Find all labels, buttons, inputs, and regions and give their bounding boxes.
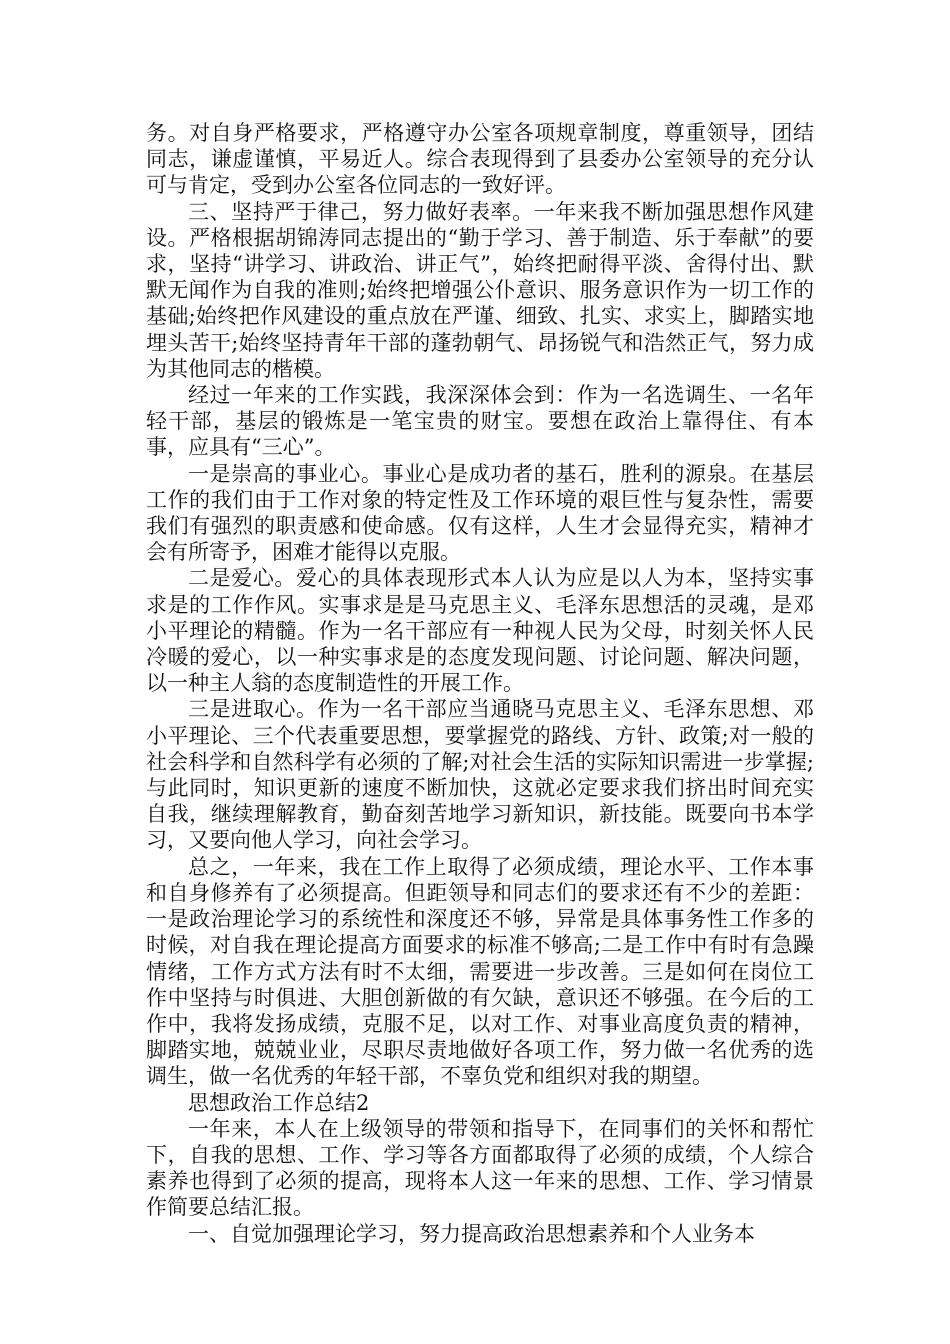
paragraph-continued: 务。对自身严格要求，严格遵守办公室各项规章制度，尊重领导，团结同志，谦虚谨慎，平易近人。综合表现得到了县委办公室领导的充分认可与肯定，受到办公室各位同志的一致好评。 <box>146 121 814 198</box>
document-body <box>146 120 814 1247</box>
paragraph-self-discipline: 三、坚持严于律己，努力做好表率。一年来我不断加强思想作风建设。严格根据胡锦涛同志提出的“勤于学习、善于制造、乐于奉献”的要求，坚持“讲学习、讲政治、讲正气”，始终把耐得平淡、舍得付出、默默无闻作为自我的准则;始终把增强公仆意识、服务意识作为一切工作的基础;始终把作风建设的重点放在严谨、细致、扎实、求实上，脚踏实地埋头苦干;始终坚持青年干部的蓬勃朝气、昂扬锐气和浩然正气，努力成为其他同志的楷模。 <box>146 199 814 381</box>
paragraph-progress-heart: 三是进取心。作为一名干部应当通晓马克思主义、毛泽东思想、邓小平理论、三个代表重要思想，要掌握党的路线、方针、政策;对一般的社会科学和自然科学有必须的了解;对社会生活的实际知识需进一步掌握;与此同时，知识更新的速度不断加快，这就必定要求我们挤出时间充实自我，继续理解教育，勤奋刻苦地学习新知识，新技能。既要向书本学习，又要向他人学习，向社会学习。 <box>146 697 814 853</box>
paragraph-career-heart: 一是崇高的事业心。事业心是成功者的基石，胜利的源泉。在基层工作的我们由于工作对象的特定性及工作环境的艰巨性与复杂性，需要我们有强烈的职责感和使命感。仅有这样，人生才会显得充实，精神才会有所寄予，困难才能得以克服。 <box>146 461 814 565</box>
paragraph-experience: 经过一年来的工作实践，我深深体会到：作为一名选调生、一名年轻干部，基层的锻炼是一笔宝贵的财宝。要想在政治上靠得住、有本事，应具有“三心”。 <box>146 383 814 460</box>
paragraph-love-heart: 二是爱心。爱心的具体表现形式本人认为应是以人为本，坚持实事求是的工作作风。实事求是是马克思主义、毛泽东思想活的灵魂，是邓小平理论的精髓。作为一名干部应有一种视人民为父母，时刻关怀人民冷暖的爱心，以一种实事求是的态度发现问题、讨论问题、解决问题，以一种主人翁的态度制造性的开展工作。 <box>146 566 814 696</box>
paragraph-theory-study: 一、自觉加强理论学习，努力提高政治思想素养和个人业务本 <box>188 1221 755 1246</box>
section-heading: 思想政治工作总结2 <box>188 1090 370 1115</box>
paragraph-summary: 总之，一年来，我在工作上取得了必须成绩，理论水平、工作本事和自身修养有了必须提高。但距领导和同志们的要求还有不少的差距：一是政治理论学习的系统性和深度还不够，异常是具体事务性工作多的时候，对自我在理论提高方面要求的标准不够高;二是工作中有时有急躁情绪，工作方式方法有时不太细，需要进一步改善。三是如何在岗位工作中坚持与时俱进、大胆创新做的有欠缺，意识还不够强。在今后的工作中，我将发扬成绩，克服不足，以对工作、对事业高度负责的精神，脚踏实地，兢兢业业，尽职尽责地做好各项工作，努力做一名优秀的选调生，做一名优秀的年轻干部，不辜负党和组织对我的期望。 <box>146 854 814 1089</box>
paragraph-intro: 一年来，本人在上级领导的带领和指导下，在同事们的关怀和帮忙下，自我的思想、工作、学习等各方面都取得了必须的成绩，个人综合素养也得到了必须的提高，现将本人这一年来的思想、工作、学习情景作简要总结汇报。 <box>146 1116 814 1220</box>
